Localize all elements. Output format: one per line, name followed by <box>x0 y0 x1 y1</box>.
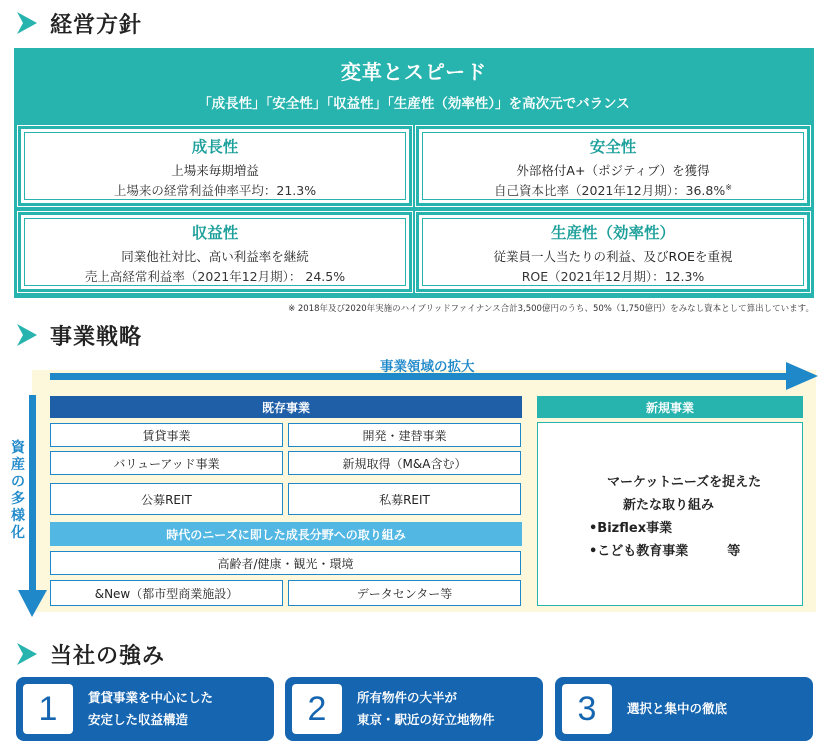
policy-slogan: 変革とスピード <box>340 60 488 84</box>
card-line2: 自己資本比率（2021年12月期）：36.8% <box>494 183 726 198</box>
business-item: 賃貸事業 <box>50 423 283 447</box>
strength-number: 1 <box>23 684 73 734</box>
growth-field-header: 時代のニーズに即した成長分野への取り組み <box>50 522 522 546</box>
strength-card-3 <box>555 677 813 741</box>
strengths-title: 当社の強み <box>50 643 166 669</box>
expansion-label: 事業領域の拡大 <box>380 359 475 375</box>
card-title: 成長性 <box>191 138 239 156</box>
strengths-section-header <box>14 639 165 669</box>
new-business-header: 新規事業 <box>537 396 803 418</box>
new-business-line2: 新たな取り組み <box>623 498 715 513</box>
strength-line1: 選択と集中の徹底 <box>627 701 728 716</box>
new-business-bullet: •こども教育事業 等 <box>589 544 741 559</box>
growth-item: 高齢者/健康・観光・環境 <box>50 551 521 575</box>
card-line1: 外部格付A+（ポジティブ）を獲得 <box>516 163 710 178</box>
new-business-bullet: •Bizflex事業 <box>589 521 673 536</box>
business-item: 公募REIT <box>50 483 283 515</box>
footnote: ※ 2018年及び2020年実施のハイブリッドファイナンス合計3,500億円のうち、50%（1,750億円）をみなし資本として算出しています。 <box>288 304 814 314</box>
card-line2: 売上高経常利益率（2021年12月期）： 24.5% <box>84 269 346 284</box>
strength-card-1 <box>16 677 274 741</box>
new-business-box <box>537 422 803 606</box>
chevron-right-icon <box>14 641 40 667</box>
business-item: バリューアッド事業 <box>50 451 283 475</box>
policy-subtitle: 「成長性」「安全性」「収益性」「生産性（効率性）」を高次元でバランス <box>198 96 630 112</box>
footnote-mark: ※ <box>725 182 732 192</box>
new-business-line1: マーケットニーズを捉えた <box>607 475 762 490</box>
existing-business-header: 既存事業 <box>50 396 522 418</box>
card-line2: 上場来の経常利益伸率平均：21.3% <box>113 183 317 198</box>
business-item: 私募REIT <box>288 483 521 515</box>
card-title: 安全性 <box>589 138 637 156</box>
strength-line2: 安定した収益構造 <box>88 712 189 727</box>
business-item: 開発・建替事業 <box>288 423 521 447</box>
diversification-label: 資産の多様化 <box>11 440 25 541</box>
business-item: 新規取得（M&A含む） <box>288 451 521 475</box>
card-line1: 同業他社対比、高い利益率を継続 <box>121 249 309 264</box>
strategy-title: 事業戦略 <box>50 324 143 350</box>
card-line1: 従業員一人当たりの利益、及びROEを重視 <box>493 249 733 264</box>
strength-card-2 <box>285 677 543 741</box>
card-title: 収益性 <box>191 224 239 242</box>
card-line2: ROE（2021年12月期）：12.3% <box>521 269 705 284</box>
strength-number: 3 <box>562 684 612 734</box>
growth-item: &New（都市型商業施設） <box>50 580 283 606</box>
policy-title: 経営方針 <box>50 12 143 38</box>
growth-item: データセンター等 <box>288 580 521 606</box>
strength-line1: 賃貸事業を中心にした <box>88 690 214 705</box>
card-line1: 上場来毎期増益 <box>171 163 259 178</box>
strength-line1: 所有物件の大半が <box>357 690 458 705</box>
card-title: 生産性（効率性） <box>550 224 675 242</box>
strength-line2: 東京・駅近の好立地物件 <box>357 712 495 727</box>
strength-number: 2 <box>292 684 342 734</box>
